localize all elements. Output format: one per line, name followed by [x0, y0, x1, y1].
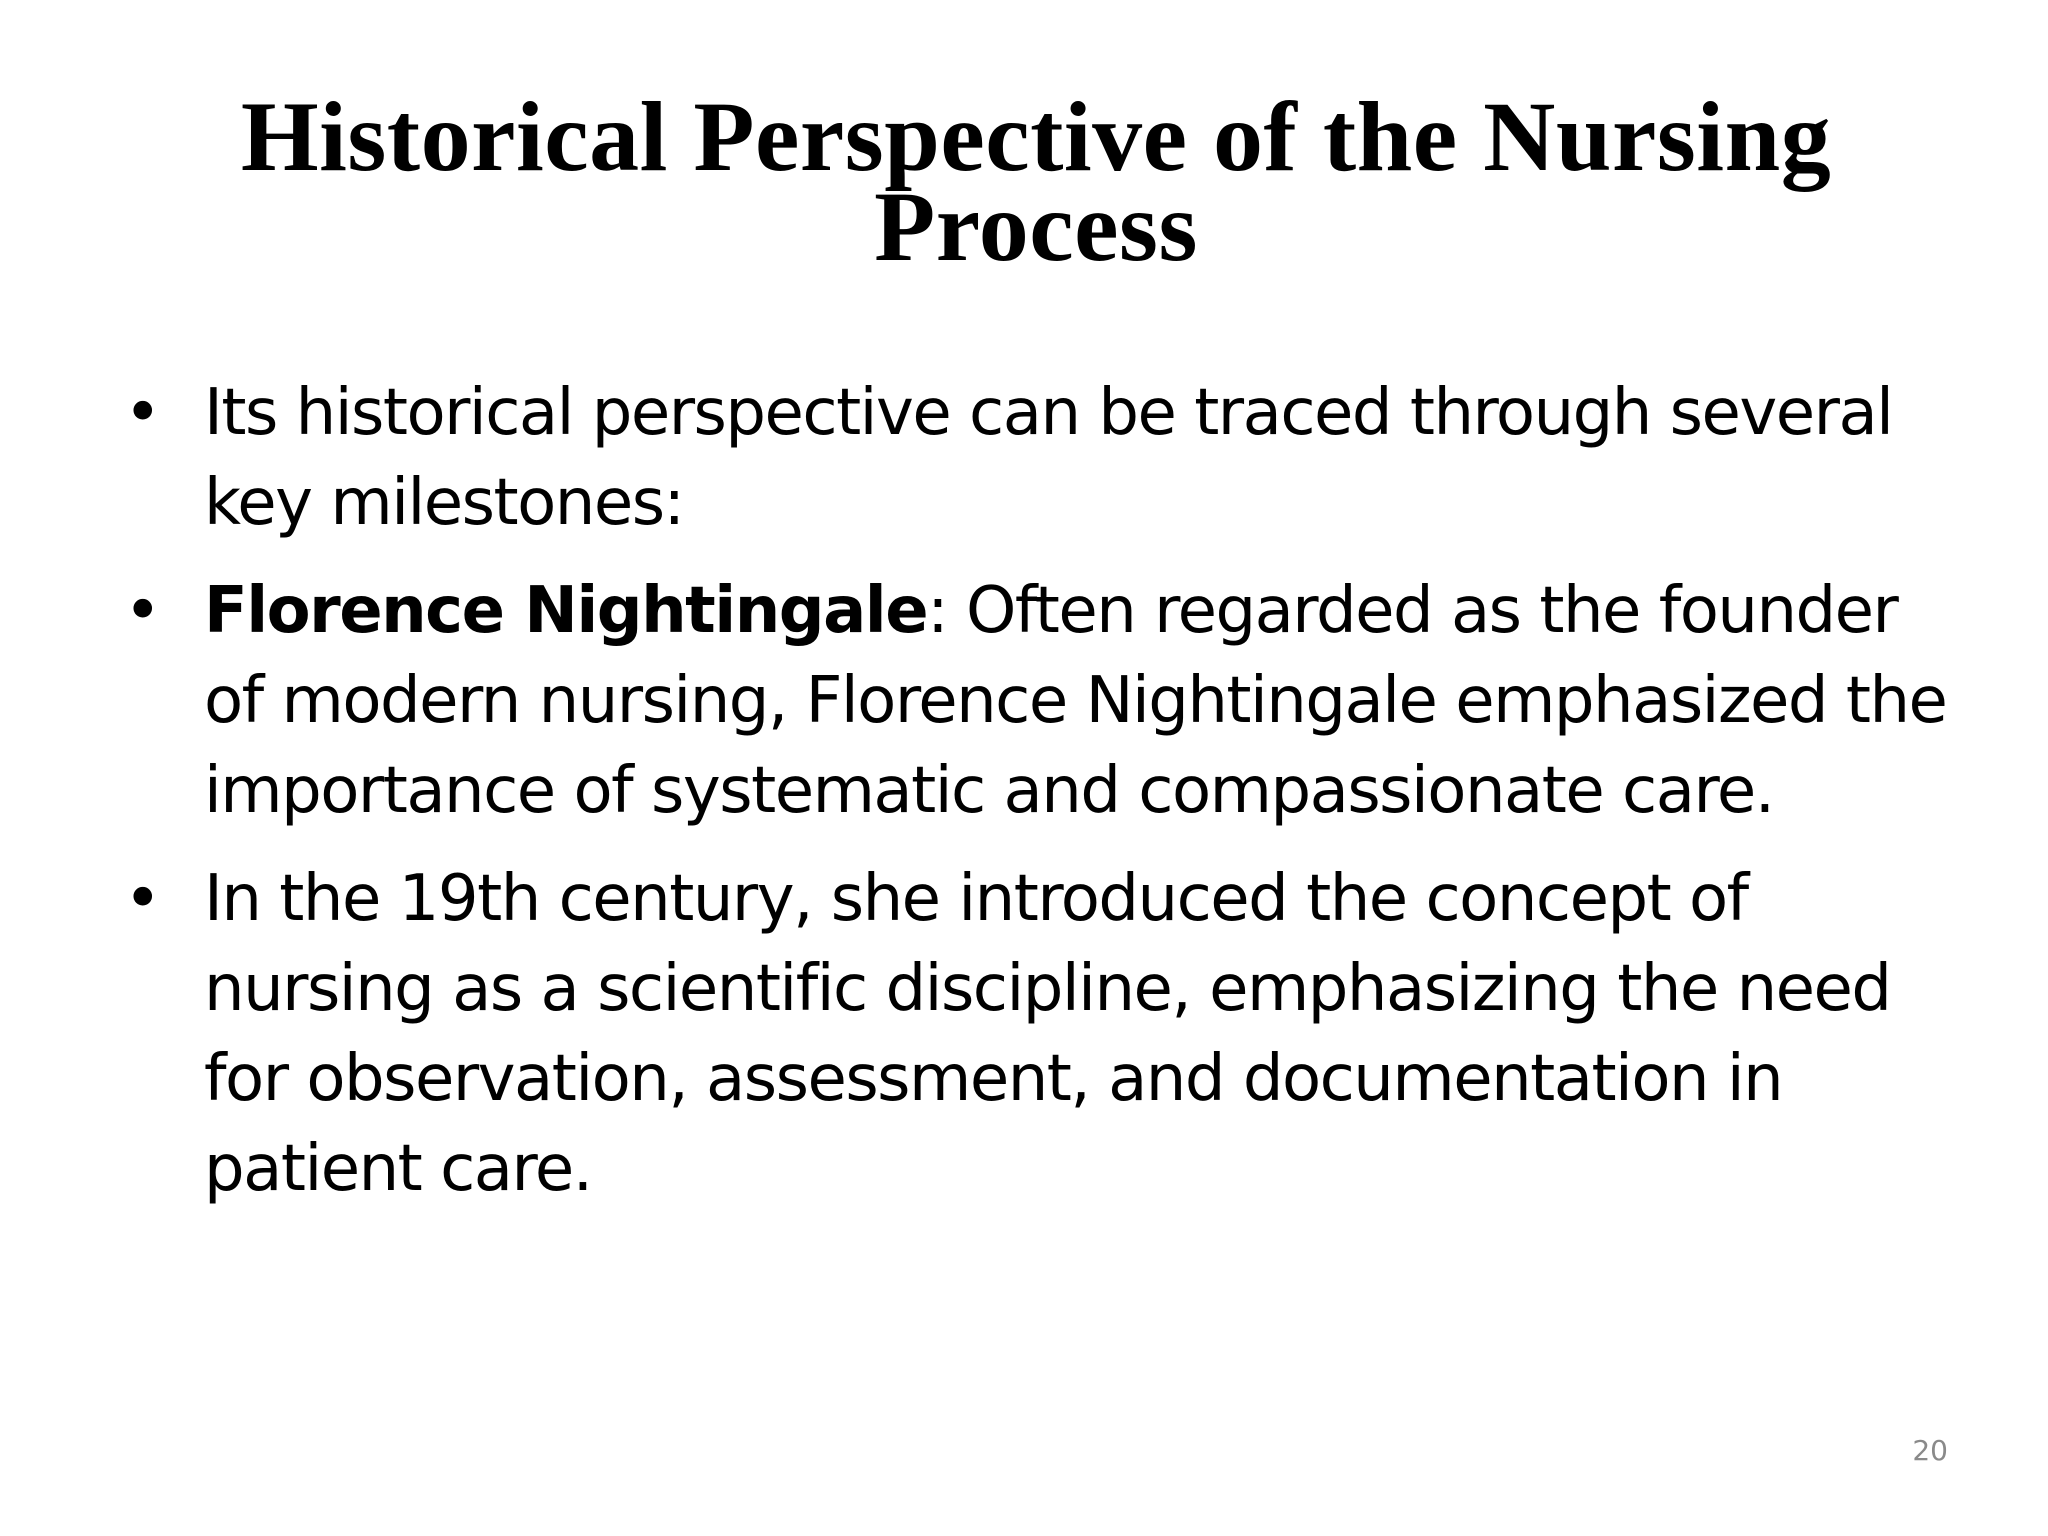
- title-line-1: Historical Perspective of the Nursing: [240, 81, 1832, 192]
- bullet-item-19th-century: [112, 854, 1972, 1214]
- title-line-2: Process: [874, 171, 1198, 282]
- bullet-icon: •: [123, 574, 161, 648]
- bullet-text: [204, 376, 1892, 540]
- bullet-text-body: In the 19th century, she introduced the concept of nursing as a scientific discipline, emphasizing the need for observation, assessment, and documentation in patient care.: [204, 862, 1891, 1206]
- bullet-text: [204, 862, 1891, 1206]
- bullet-item-milestones: [112, 368, 1972, 548]
- bullet-text-body: Its historical perspective can be traced through several key milestones:: [204, 376, 1893, 540]
- bullet-list: [112, 368, 1972, 1232]
- slide-title: [140, 81, 1932, 282]
- page-number: 20: [1912, 1434, 1948, 1467]
- bullet-text: [204, 574, 1946, 828]
- bullet-item-nightingale: [112, 566, 1972, 836]
- bullet-bold-term: Florence Nightingale: [204, 574, 928, 648]
- bullet-icon: •: [123, 862, 161, 936]
- bullet-text-body: : Often regarded as the founder of modern nursing, Florence Nightingale emphasized the importance of systematic and compassionate care.: [204, 574, 1947, 828]
- bullet-icon: •: [123, 376, 161, 450]
